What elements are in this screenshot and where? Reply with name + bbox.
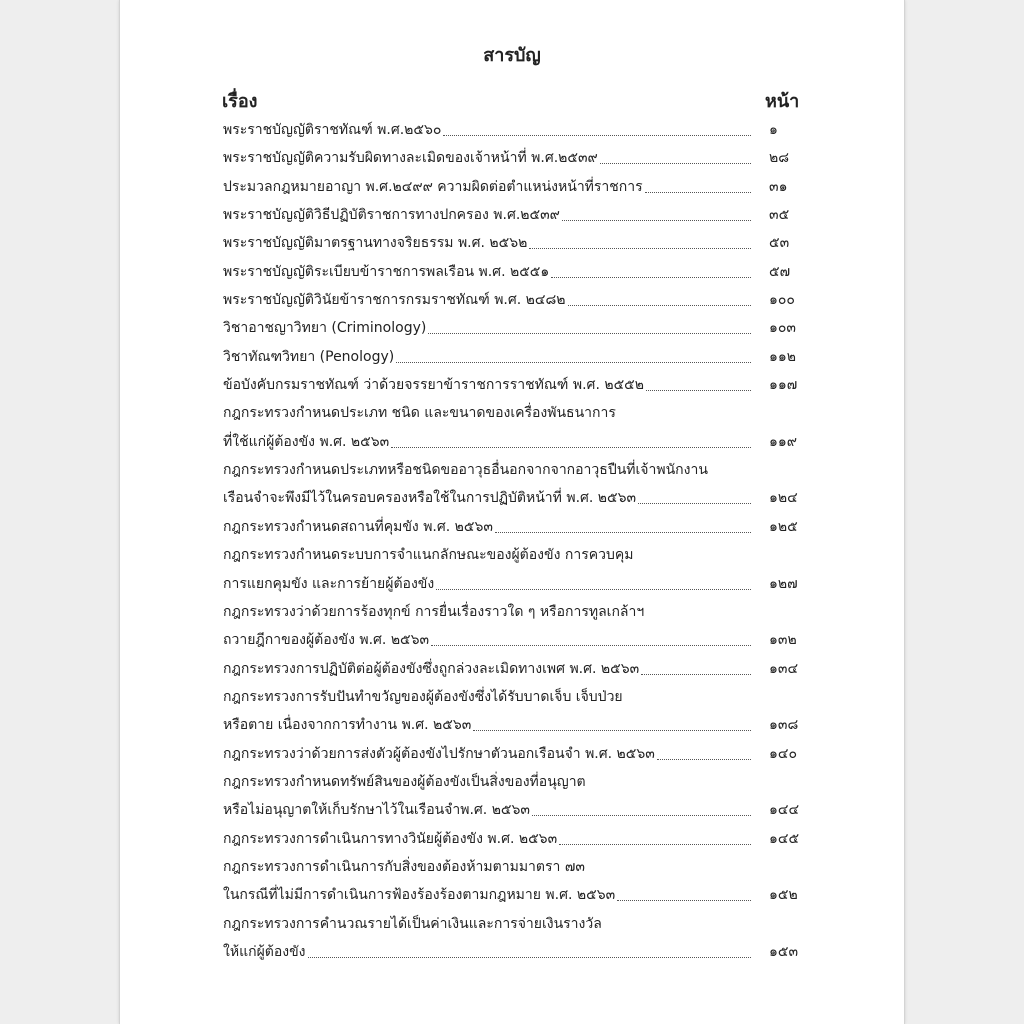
toc-entry-text: พระราชบัญญัติระเบียบข้าราชการพลเรือน พ.ศ. ๒๕๕๑ (223, 263, 550, 280)
toc-page-number: ๑๐๐ (769, 292, 795, 309)
toc-page-number: ๑๒๗ (769, 575, 798, 592)
toc-line (223, 286, 803, 314)
toc-page-number: ๕๓ (769, 235, 790, 252)
toc-line (223, 541, 803, 569)
toc-line (223, 626, 803, 654)
toc-entry-text: พระราชบัญญัติมาตรฐานทางจริยธรรม พ.ศ. ๒๕๖๒ (223, 235, 528, 252)
toc-entry-text: วิชาอาชญาวิทยา (Criminology) (223, 320, 427, 337)
dot-leader (308, 956, 751, 958)
dot-leader (436, 588, 751, 590)
toc-line (223, 201, 803, 229)
toc-line (223, 768, 803, 796)
dot-leader (641, 673, 751, 675)
toc-entry-text: ประมวลกฎหมายอาญา พ.ศ.๒๔๙๙ ความผิดต่อตำแหน่งหน้าที่ราชการ (223, 178, 643, 195)
dot-leader (568, 304, 751, 306)
dot-leader (443, 134, 751, 136)
table-of-contents (223, 116, 803, 966)
toc-page-number: ๑๔๔ (769, 802, 800, 819)
toc-line (223, 428, 803, 456)
toc-entry-text: กฎกระทรวงว่าด้วยการส่งตัวผู้ต้องขังไปรักษาตัวนอกเรือนจำ พ.ศ. ๒๕๖๓ (223, 745, 655, 762)
toc-entry-text: กฎกระทรวงกำหนดสถานที่คุมขัง พ.ศ. ๒๕๖๓ (223, 518, 493, 535)
toc-page-number: ๑๔๐ (769, 745, 798, 762)
toc-entry-text: กฎกระทรวงกำหนดประเภท ชนิด และขนาดของเครื่องพันธนาการ (223, 405, 616, 422)
toc-page-number: ๑๕๓ (769, 943, 799, 960)
toc-line (223, 399, 803, 427)
toc-page-number: ๑๑๒ (769, 348, 797, 365)
toc-page-number: ๑ (769, 122, 778, 138)
dot-leader (391, 446, 751, 448)
toc-line (223, 314, 803, 342)
toc-entry-text: เรือนจำจะพึงมีไว้ในครอบครองหรือใช้ในการปฏิบัติหน้าที่ พ.ศ. ๒๕๖๓ (223, 490, 637, 507)
dot-leader (559, 843, 751, 845)
toc-page-number: ๑๓๔ (769, 660, 799, 677)
toc-entry-text: กฎกระทรวงการรับปันทำขวัญของผู้ต้องขังซึ่งได้รับบาดเจ็บ เจ็บป่วย (223, 688, 623, 705)
toc-entry-text: กฎกระทรวงกำหนดทรัพย์สินของผู้ต้องขังเป็นสิ่งของที่อนุญาต (223, 773, 586, 790)
toc-page-number: ๑๓๘ (769, 717, 799, 734)
toc-entry-text: หรือไม่อนุญาตให้เก็บรักษาไว้ในเรือนจำพ.ศ. ๒๕๖๓ (223, 802, 530, 819)
toc-page-number: ๓๕ (769, 207, 790, 224)
dot-leader (646, 389, 751, 391)
toc-line (223, 229, 803, 257)
toc-line (223, 938, 803, 966)
toc-entry-text: หรือตาย เนื่องจากการทำงาน พ.ศ. ๒๕๖๓ (223, 717, 472, 734)
toc-entry-text: กฎกระทรวงว่าด้วยการร้องทุกข์ การยื่นเรื่องราวใด ๆ หรือการทูลเกล้าฯ (223, 603, 645, 620)
toc-line (223, 740, 803, 768)
toc-entry-text: ให้แก่ผู้ต้องขัง (223, 943, 306, 960)
toc-entry-text: พระราชบัญญัติวิธีปฏิบัติราชการทางปกครอง พ.ศ.๒๕๓๙ (223, 207, 560, 224)
toc-line (223, 484, 803, 512)
toc-entry-text: ข้อบังคับกรมราชทัณฑ์ ว่าด้วยจรรยาข้าราชการราชทัณฑ์ พ.ศ. ๒๕๕๒ (223, 377, 644, 394)
toc-entry-text: ถวายฎีกาของผู้ต้องขัง พ.ศ. ๒๕๖๓ (223, 632, 430, 649)
page-title: สารบัญ (483, 45, 541, 66)
toc-page-number: ๑๑๙ (769, 433, 798, 450)
toc-entry-text: กฎกระทรวงการดำเนินการทางวินัยผู้ต้องขัง พ.ศ. ๒๕๖๓ (223, 830, 558, 847)
toc-page-number: ๒๘ (769, 150, 790, 167)
toc-line (223, 711, 803, 739)
toc-entry-text: พระราชบัญญัติความรับผิดทางละเมิดของเจ้าหน้าที่ พ.ศ.๒๕๓๙ (223, 150, 598, 167)
toc-page-number: ๑๑๗ (769, 377, 798, 394)
column-header-page: หน้า (765, 91, 800, 112)
dot-leader (617, 899, 751, 901)
toc-line (223, 570, 803, 598)
toc-line (223, 853, 803, 881)
dot-leader (473, 729, 751, 731)
dot-leader (428, 332, 751, 334)
toc-entry-text: การแยกคุมขัง และการย้ายผู้ต้องขัง (223, 575, 435, 592)
column-header-topic: เรื่อง (222, 91, 258, 112)
toc-line (223, 513, 803, 541)
toc-page-number: ๑๒๕ (769, 518, 798, 535)
toc-line (223, 456, 803, 484)
toc-entry-text: วิชาทัณฑวิทยา (Penology) (223, 348, 395, 365)
toc-entry-text: กฎกระทรวงการปฏิบัติต่อผู้ต้องขังซึ่งถูกล่วงละเมิดทางเพศ พ.ศ. ๒๕๖๓ (223, 660, 640, 677)
dot-leader (396, 361, 751, 363)
toc-page-number: ๓๑ (769, 178, 788, 195)
toc-line (223, 173, 803, 201)
toc-entry-text: พระราชบัญญัติวินัยข้าราชการกรมราชทัณฑ์ พ.ศ. ๒๔๘๒ (223, 292, 566, 309)
toc-page-number: ๑๓๒ (769, 632, 797, 649)
dot-leader (529, 247, 751, 249)
dot-leader (431, 644, 751, 646)
dot-leader (495, 531, 751, 533)
toc-page-number: ๕๗ (769, 263, 791, 280)
toc-line (223, 825, 803, 853)
toc-line (223, 371, 803, 399)
toc-line (223, 598, 803, 626)
toc-line (223, 683, 803, 711)
toc-line (223, 655, 803, 683)
toc-line (223, 116, 803, 144)
toc-line (223, 881, 803, 909)
dot-leader (657, 758, 751, 760)
toc-line (223, 343, 803, 371)
toc-entry-text: กฎกระทรวงการคำนวณรายได้เป็นค่าเงินและการจ่ายเงินรางวัล (223, 915, 602, 932)
toc-entry-text: กฎกระทรวงการดำเนินการกับสิ่งของต้องห้ามตามมาตรา ๗๓ (223, 858, 585, 875)
toc-entry-text: กฎกระทรวงกำหนดประเภทหรือชนิดขออาวุธอื่นอกจากจากอาวุธปืนที่เจ้าพนักงาน (223, 462, 708, 479)
toc-page-number: ๑๒๔ (769, 490, 798, 507)
dot-leader (532, 814, 751, 816)
toc-page-number: ๑๔๕ (769, 830, 800, 847)
document-page (119, 0, 905, 1024)
toc-entry-text: ที่ใช้แก่ผู้ต้องขัง พ.ศ. ๒๕๖๓ (223, 433, 390, 450)
toc-page-number: ๑๐๓ (769, 320, 797, 337)
dot-leader (645, 191, 751, 193)
toc-line (223, 796, 803, 824)
toc-entry-text: ในกรณีที่ไม่มีการดำเนินการฟ้องร้องร้องตามกฎหมาย พ.ศ. ๒๕๖๓ (223, 887, 616, 904)
toc-page-number: ๑๕๒ (769, 887, 798, 904)
toc-line (223, 258, 803, 286)
toc-line (223, 144, 803, 172)
toc-entry-text: พระราชบัญญัติราชทัณฑ์ พ.ศ.๒๕๖๐ (223, 122, 442, 138)
dot-leader (551, 276, 751, 278)
dot-leader (638, 502, 751, 504)
dot-leader (600, 162, 751, 164)
toc-entry-text: กฎกระทรวงกำหนดระบบการจำแนกลักษณะของผู้ต้องขัง การควบคุม (223, 547, 634, 564)
toc-line (223, 910, 803, 938)
dot-leader (562, 219, 751, 221)
